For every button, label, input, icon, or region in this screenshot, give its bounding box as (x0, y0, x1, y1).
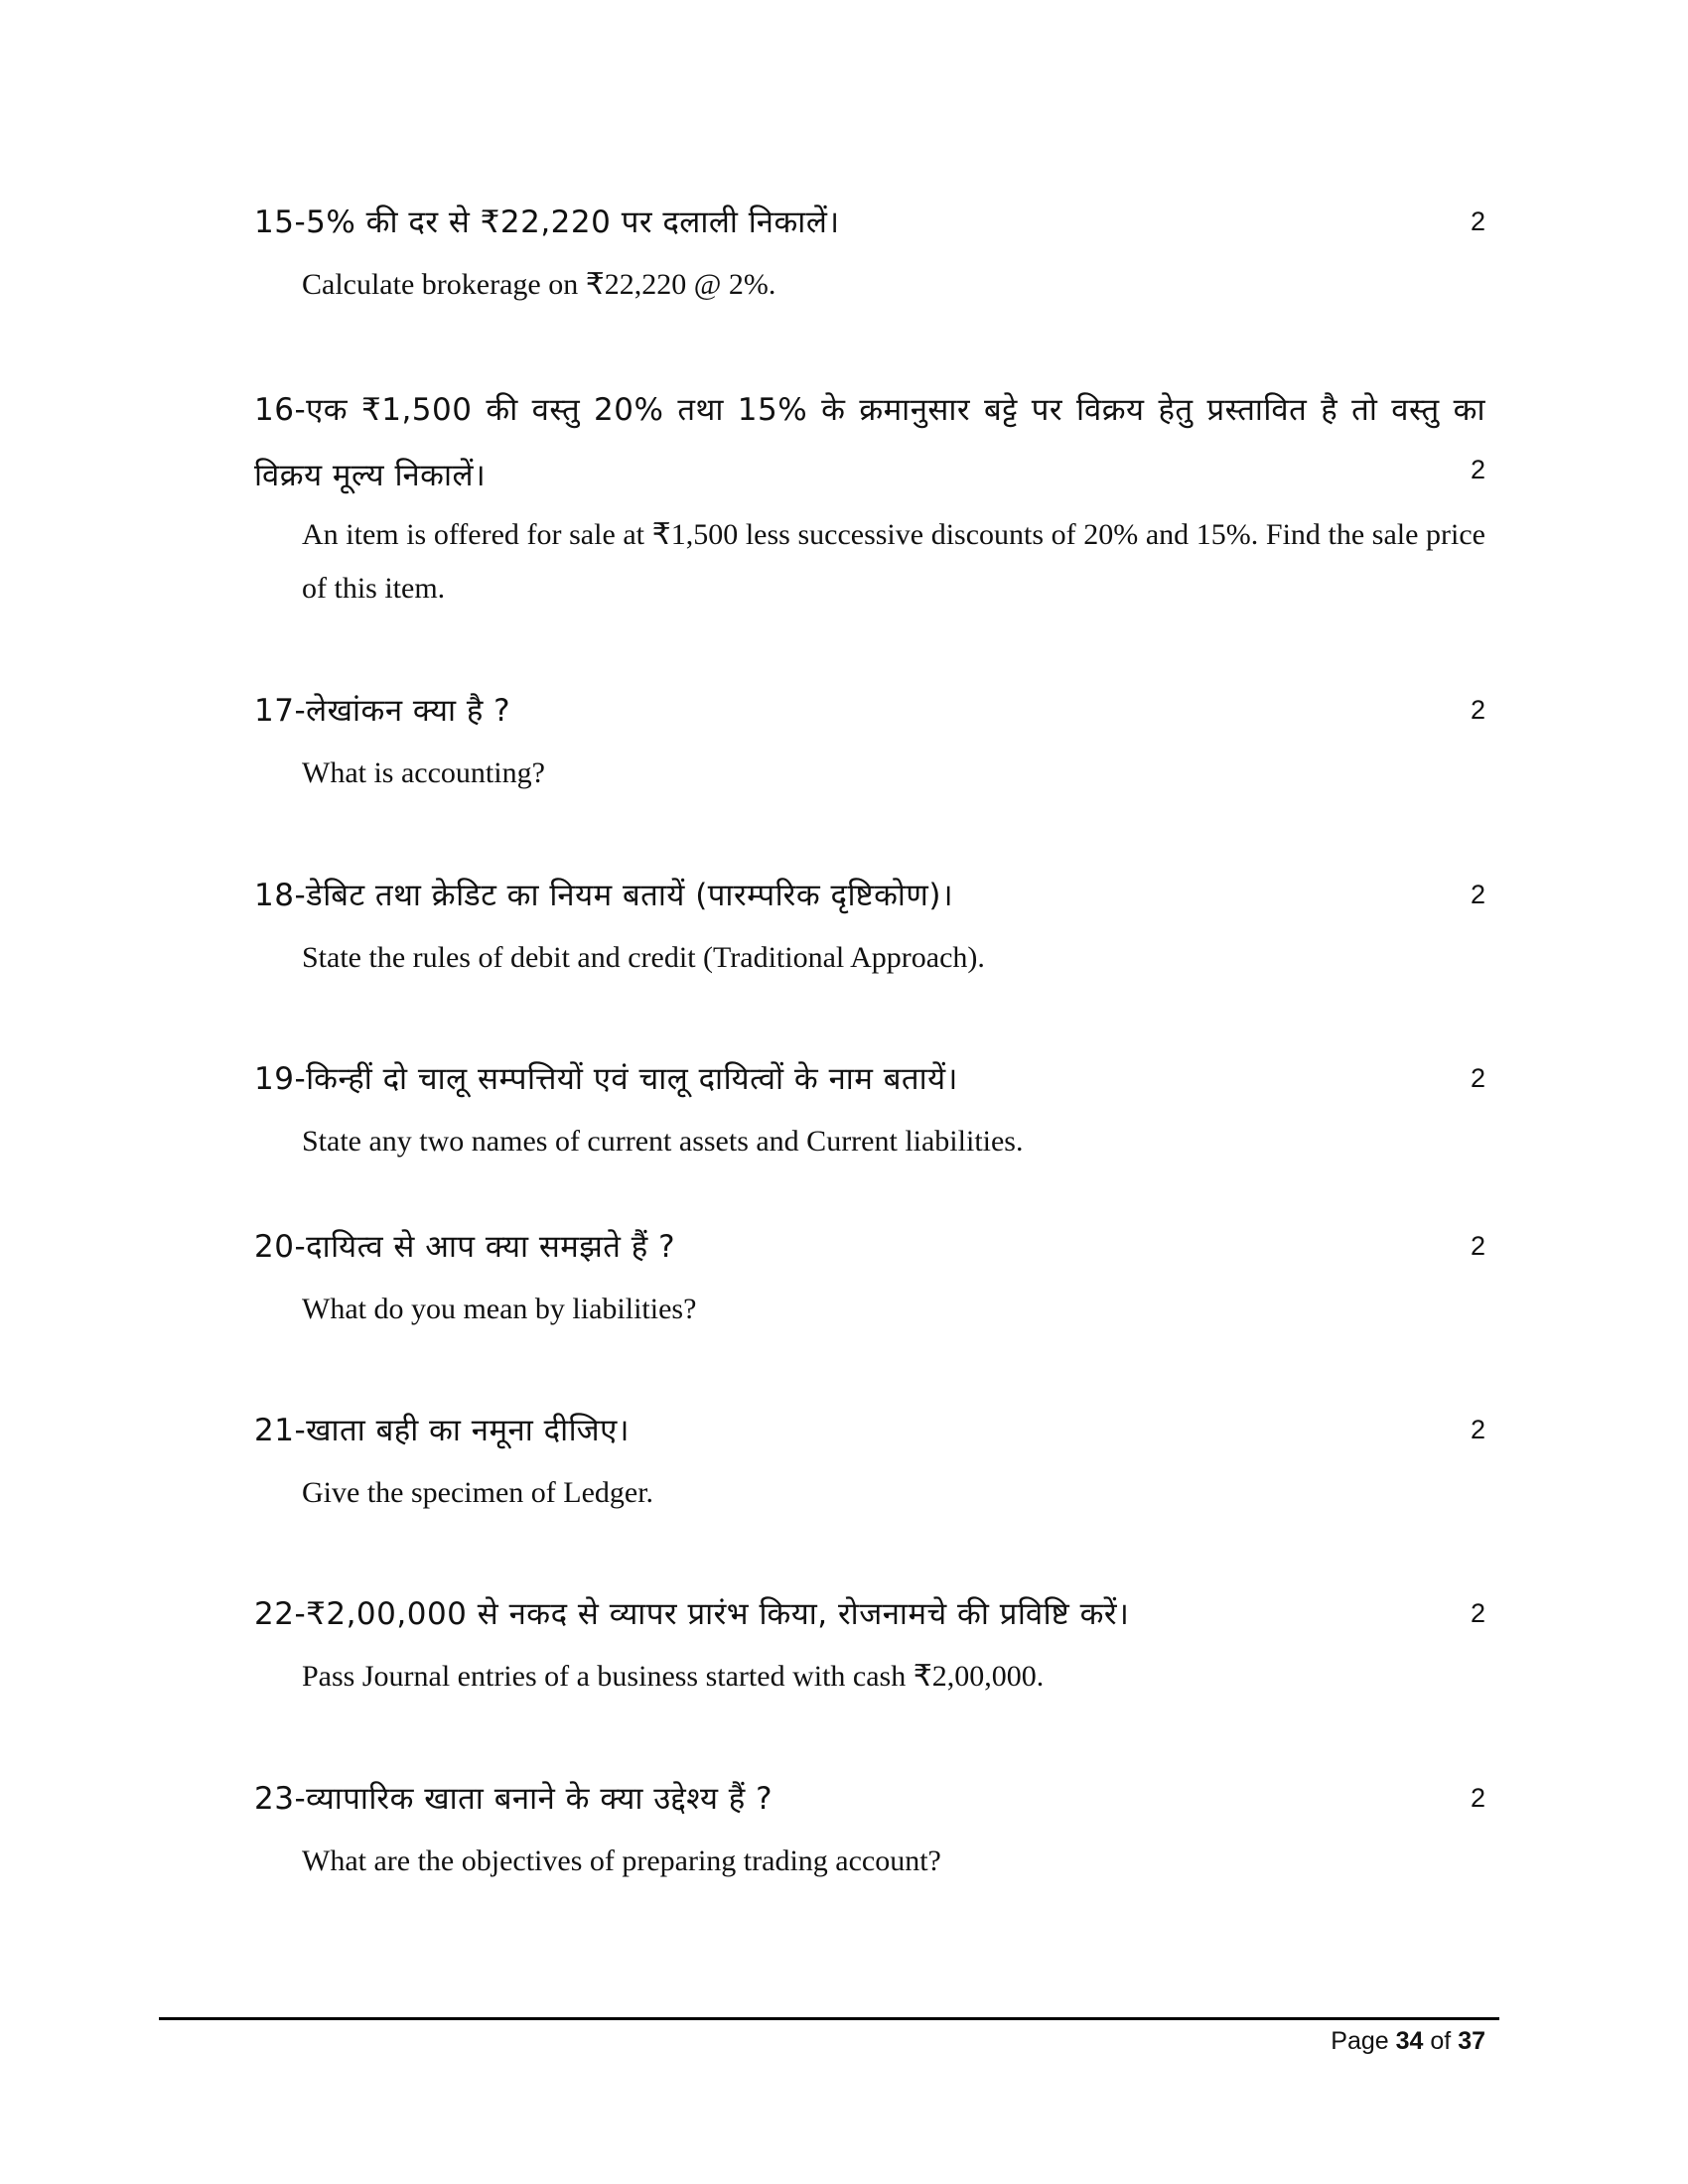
question-hindi-text: 17-लेखांकन क्या है ? (254, 693, 511, 729)
question-22 (254, 1590, 1485, 1704)
question-marks: 2 (1470, 206, 1485, 236)
question-english-text: What do you mean by liabilities? (302, 1293, 697, 1325)
question-hindi-text: 15-5% की दर से ₹22,220 पर दलाली निकालें। (254, 205, 840, 240)
question-marks: 2 (1470, 880, 1485, 909)
question-hindi-text: 21-खाता बही का नमूना दीजिए। (254, 1413, 631, 1448)
question-marks: 2 (1470, 1415, 1485, 1444)
question-marks: 2 (1470, 455, 1485, 484)
question-marks: 2 (1470, 1783, 1485, 1813)
question-english-text: What are the objectives of preparing trading account? (302, 1844, 941, 1877)
question-hindi-text: 23-व्यापारिक खाता बनाने के क्या उद्देश्य हैं ? (254, 1781, 774, 1817)
question-20 (254, 1223, 1485, 1336)
question-english-text: Calculate brokerage on ₹22,220 @ 2%. (302, 268, 776, 301)
current-page: 34 (1395, 2027, 1424, 2055)
question-english-text: Pass Journal entries of a business started with cash ₹2,00,000. (302, 1660, 1045, 1693)
question-17 (254, 687, 1485, 800)
question-hindi-text (254, 377, 1485, 508)
question-15 (254, 199, 1485, 312)
total-pages: 37 (1458, 2027, 1485, 2055)
question-english-text: State the rules of debit and credit (Traditional Approach). (302, 941, 985, 974)
question-16 (254, 377, 1485, 615)
page-number (1331, 2025, 1485, 2057)
question-23 (254, 1775, 1485, 1888)
question-marks: 2 (1470, 1231, 1485, 1261)
question-english-text: Give the specimen of Ledger. (302, 1476, 654, 1509)
question-hindi-line: 16-एक ₹1,500 की वस्तु 20% तथा 15% के क्रमानुसार बट्टे पर विक्रय हेतु प्रस्तावित है तो वस्तु का विक्रय मूल्य निकालें। (254, 392, 1485, 493)
question-hindi-text: 19-किन्हीं दो चालू सम्पत्तियों एवं चालू दायित्वों के नाम बतायें। (254, 1061, 958, 1097)
question-english-text: State any two names of current assets and Current liabilities. (302, 1125, 1024, 1158)
question-marks: 2 (1470, 695, 1485, 725)
question-18 (254, 872, 1485, 985)
question-marks: 2 (1470, 1598, 1485, 1628)
question-hindi-text: 22-₹2,00,000 से नकद से व्यापर प्रारंभ किया, रोजनामचे की प्रविष्टि करें। (254, 1596, 1130, 1632)
of-word: of (1430, 2027, 1452, 2055)
question-hindi-text: 18-डेबिट तथा क्रेडिट का नियम बतायें (पारम्परिक दृष्टिकोण)। (254, 878, 954, 913)
question-19 (254, 1055, 1485, 1168)
question-marks: 2 (1470, 1063, 1485, 1093)
question-21 (254, 1407, 1485, 1520)
question-hindi-text: 20-दायित्व से आप क्या समझते हैं ? (254, 1229, 676, 1265)
footer-divider (159, 2017, 1499, 2020)
page-word: Page (1331, 2027, 1389, 2055)
question-english-text: What is accounting? (302, 756, 545, 789)
question-english-text: An item is offered for sale at ₹1,500 less successive discounts of 20% and 15%. Find the sale price of this item. (302, 518, 1485, 605)
